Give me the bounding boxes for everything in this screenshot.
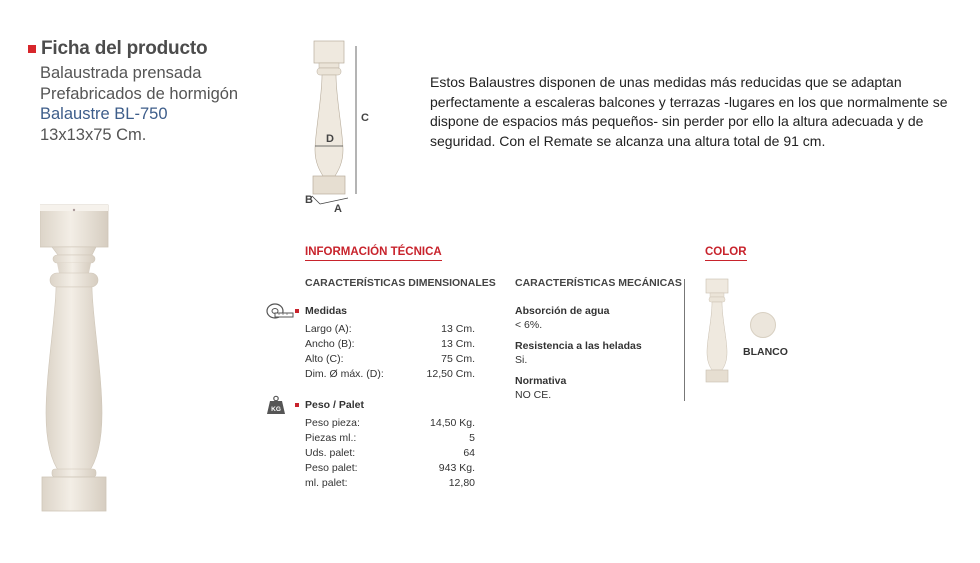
product-description: Estos Balaustres disponen de unas medidas más reducidas que se adaptan perfectamente a escaleras balcones y terrazas -lugares en los que normalmente se dispone de espacios más pequeños- sin perder por ello la altura adecuada y de seguridad. Con el Remate se alcanza una altura total de 91 cm. [430,74,948,149]
spec-label: Peso pieza: [305,417,360,429]
mechanical-item [515,340,642,366]
spec-value: 13 Cm. [441,323,475,335]
table-row [305,322,475,337]
table-row [305,337,475,352]
bullet-icon [295,309,299,313]
table-row [305,352,475,367]
mechanical-characteristics-title: CARACTERÍSTICAS MECÁNICAS [515,277,682,289]
spec-value: 943 Kg. [438,462,475,474]
spec-value: 13 Cm. [441,338,475,350]
spec-value: 14,50 Kg. [430,417,475,429]
technical-info-title: INFORMACIÓN TÉCNICA [305,246,442,261]
table-row [305,461,475,476]
table-row [305,416,475,431]
product-category: Balaustrada prensada [40,64,202,82]
dimension-label-c: C [361,112,369,124]
weight-kg-icon [266,395,286,415]
spec-value: 12,80 [448,477,475,489]
divider [684,279,685,401]
mechanical-label: Absorción de agua [515,305,610,317]
table-row [305,476,475,491]
dimension-label-d: D [326,133,334,145]
spec-value: 64 [463,447,475,459]
tape-measure-icon [266,302,294,320]
table-row [305,446,475,461]
bullet-icon [295,403,299,407]
spec-label: Alto (C): [305,353,344,365]
baluster-product-image [40,203,110,513]
dimensional-characteristics-title: CARACTERÍSTICAS DIMENSIONALES [305,277,496,289]
dimension-baluster-drawing [300,38,380,218]
product-subtitle-block [40,63,238,145]
spec-label: ml. palet: [305,477,348,489]
mechanical-value: NO CE. [515,389,552,401]
page-title: Ficha del producto [41,38,208,59]
spec-label: Uds. palet: [305,447,356,459]
dimension-label-b: B [305,194,313,206]
spec-value: 12,50 Cm. [426,368,475,380]
weight-icon-text: KG [271,406,281,413]
color-title: COLOR [705,246,747,261]
mechanical-item [515,305,610,331]
medidas-table [305,322,475,382]
spec-value: 5 [469,432,475,444]
color-baluster-image [704,278,730,383]
product-header [28,38,238,145]
spec-label: Piezas ml.: [305,432,357,444]
peso-heading [305,399,364,411]
mechanical-label: Resistencia a las heladas [515,340,642,352]
bullet-square-icon [28,45,36,53]
table-row [305,367,475,382]
product-size: 13x13x75 Cm. [40,125,147,144]
medidas-heading [305,305,347,317]
mechanical-item [515,375,566,401]
color-swatch [750,312,776,338]
mechanical-label: Normativa [515,375,567,387]
spec-label: Ancho (B): [305,338,355,350]
color-name: BLANCO [743,346,788,358]
product-material: Prefabricados de hormigón [40,84,239,103]
medidas-label: Medidas [305,305,348,317]
spec-label: Peso palet: [305,462,358,474]
peso-table [305,416,475,491]
peso-label: Peso / Palet [305,399,364,411]
dimension-label-a: A [334,203,342,215]
spec-label: Largo (A): [305,323,352,335]
mechanical-value: Si. [515,354,528,366]
table-row [305,431,475,446]
spec-value: 75 Cm. [441,353,475,365]
header-title-row [28,38,238,60]
spec-label: Dim. Ø máx. (D): [305,368,384,380]
dimension-diagram [300,38,380,218]
product-model: Balaustre BL-750 [40,105,168,123]
mechanical-value: < 6%. [515,319,543,331]
